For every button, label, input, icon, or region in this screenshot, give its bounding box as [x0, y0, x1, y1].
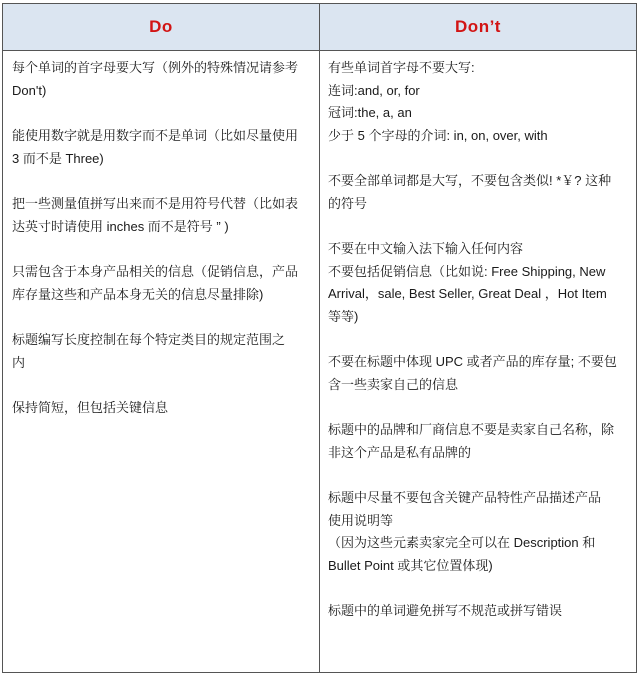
- do-item-line: 标题编写长度控制在每个特定类目的规定范围之: [12, 332, 286, 347]
- table-body: [3, 51, 636, 672]
- table-header: [3, 4, 636, 51]
- do-item-line: 内: [12, 354, 26, 370]
- dont-item: [328, 170, 630, 215]
- do-item-line: 只需包含于本身产品相关的信息（促销信息，产品: [12, 264, 299, 279]
- do-item-line: 保持简短，但包括关键信息: [12, 400, 169, 415]
- do-item-line: 每个单词的首字母要大写（例外的特殊情况请参考: [12, 60, 299, 75]
- dont-item-line: Arrival，sale, Best Seller, Great Deal ，Hot Item: [328, 286, 607, 301]
- do-item: [12, 261, 311, 306]
- dont-item-line: 标题中的品牌和厂商信息不要是卖家自己名称，除: [328, 422, 615, 437]
- dont-item-line: 有些单词首字母不要大写:: [328, 60, 475, 75]
- do-item-line: Don't): [12, 82, 47, 98]
- dont-item-line: 少于 5 个字母的介词: in, on, over, with: [328, 127, 548, 143]
- dont-column: [320, 51, 636, 672]
- do-item: [12, 57, 311, 102]
- dont-item-line: Bullet Point 或其它位置体现): [328, 557, 493, 573]
- dont-item-line: 标题中尽量不要包含关键产品特性产品描述产品: [328, 490, 602, 505]
- dont-item-line: 使用说明等: [328, 512, 394, 528]
- dont-item-line: 不要在中文输入法下输入任何内容: [328, 241, 524, 256]
- dont-item-line: （因为这些元素卖家完全可以在 Description 和: [328, 535, 596, 550]
- dont-item: [328, 238, 630, 328]
- do-item-line: 能使用数字就是用数字而不是单词（比如尽量使用: [12, 128, 299, 143]
- dont-item-line: 标题中的单词避免拼写不规范或拼写错误: [328, 603, 563, 618]
- dont-item: [328, 351, 630, 396]
- do-item-line: 库存量这些和产品本身无关的信息尽量排除): [12, 286, 264, 302]
- dont-item-line: 不要全部单词都是大写，不要包含类似! *￥? 这种: [328, 173, 612, 188]
- do-item: [12, 125, 311, 170]
- dont-item-line: 不要在标题中体现 UPC 或者产品的库存量; 不要包: [328, 354, 617, 369]
- do-dont-table: [2, 3, 637, 673]
- dont-item: [328, 600, 630, 623]
- dont-item: [328, 57, 630, 147]
- do-item-line: 3 而不是 Three): [12, 150, 104, 166]
- do-item-line: 达英寸时请使用 inches 而不是符号 ” ): [12, 218, 229, 234]
- dont-item: [328, 487, 630, 577]
- dont-item-line: 含一些卖家自己的信息: [328, 376, 459, 392]
- do-item: [12, 397, 311, 420]
- do-column: [3, 51, 320, 672]
- do-header: Do: [3, 4, 320, 50]
- do-item: [12, 329, 311, 374]
- dont-item-line: 不要包括促销信息（比如说: Free Shipping, New: [328, 263, 606, 279]
- dont-item-line: 冠词:the, a, an: [328, 105, 412, 120]
- dont-item-line: 非这个产品是私有品牌的: [328, 444, 472, 460]
- do-item-line: 把一些测量值拼写出来而不是用符号代替（比如表: [12, 196, 299, 211]
- dont-item: [328, 419, 630, 464]
- dont-item-line: 连词:and, or, for: [328, 82, 420, 98]
- dont-item-line: 的符号: [328, 195, 368, 211]
- dont-header: Don’t: [455, 17, 501, 36]
- dont-item-line: 等等): [328, 308, 359, 324]
- do-item: [12, 193, 311, 238]
